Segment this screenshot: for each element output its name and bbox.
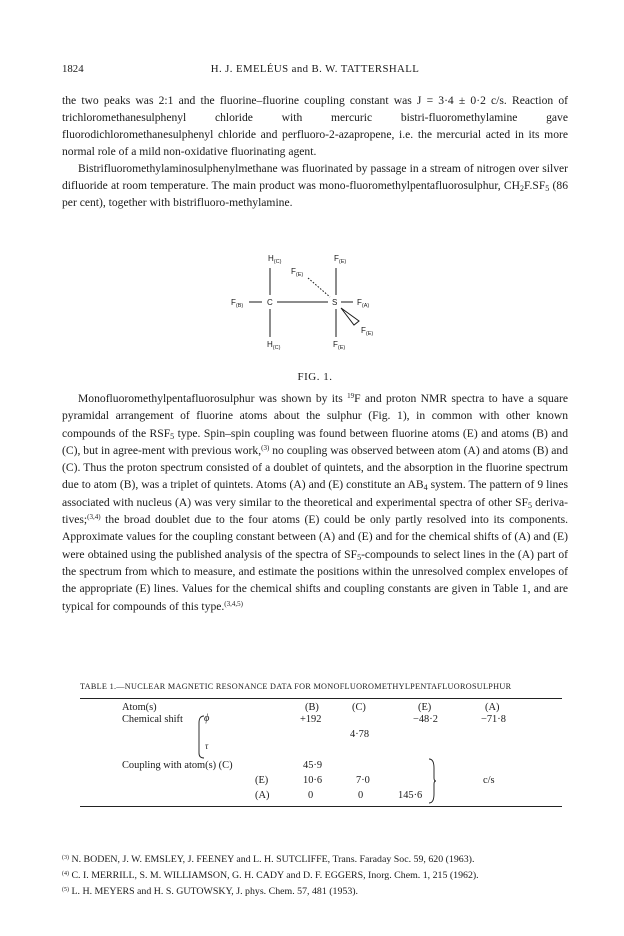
citation: (3,4,5) [224,599,243,608]
table-title: TABLE 1.—NUCLEAR MAGNETIC RESONANCE DATA FOR MONOFLUOROMETHYLPENTAFLUOROSULPHUR [80,682,512,691]
coupling-a-c: 0 [358,790,364,801]
figure-caption: FIG. 1. [297,371,333,383]
table-header-a: (A) [485,702,500,713]
shift-b-value: +192 [300,714,322,725]
shift-e-value: −48·2 [413,714,438,725]
coupling-brace [428,758,437,804]
page-number: 1824 [62,63,84,75]
coupling-e-c: 7·0 [356,775,370,786]
figure-1 [62,253,568,365]
table-header-b: (B) [305,702,319,713]
body-text-top [62,92,568,211]
atom-label-f-wedge: $F_{(E)}$ [361,326,374,337]
atom-label-c: C [267,298,273,307]
symbol-phi: ϕ [204,713,210,724]
table-header-atoms: Atom(s) [122,702,157,713]
reference-5: $^{(5)}$ L. H. MEYERS and H. S. GUTOWSKY, J. phys. Chem. 57, 481 (1953). [62,886,359,897]
row-label-a: (A) [255,790,270,801]
row-label-chemical-shift: Chemical shift [122,714,183,725]
table-header-e: (E) [418,702,432,713]
citation: (3) [261,443,270,452]
paragraph: the two peaks was 2:1 and the fluorine–fluorine coupling constant was J = 3·4 ± 0·2 c/s. Reaction of trichloromethanesulphenyl chloride with mercuric bistri-fluoromethylamine gave fluorodichloromethanesulphenyl chloride and perfluoro-2-azapropene, i.e. the mercurial acted in its more normal role of a mild non-oxidative fluorinating agent. [62,94,568,158]
table-rule-bottom [80,806,562,807]
coupling-a-b: 0 [308,790,314,801]
reference-3: $^{(3)}$ N. BODEN, J. W. EMSLEY, J. FEENEY and L. H. SUTCLIFFE, Trans. Faraday Soc. 59, 620 (1963). [62,854,475,865]
atom-label-s: S [332,298,338,307]
bond-s-f-inner-dashed [308,278,330,297]
atom-label-f-inner: $F_{(E)}$ [291,267,304,278]
coupling-c-b: 45·9 [303,760,323,771]
page-header [62,63,568,77]
structure-diagram [62,253,568,365]
references [62,851,568,899]
atom-label-h-bottom: $H_{(C)}$ [267,340,281,351]
shift-c-value: 4·78 [350,729,370,740]
coupling-a-e: 145·6 [398,790,423,801]
citation: (3,4) [87,513,101,522]
running-head: H. J. EMELÉUS and B. W. TATTERSHALL [210,63,420,75]
table-header-c: (C) [352,702,366,713]
row-label-coupling: Coupling with atom(s) (C) [122,760,233,771]
atom-label-h-top: $H_{(C)}$ [268,254,282,265]
atom-label-f-left: $F_{(B)}$ [231,298,244,309]
table-rule-top [80,698,562,699]
atom-label-f-right: $F_{(A)}$ [357,298,370,309]
atom-label-f-top: $F_{(E)}$ [334,254,347,265]
atom-label-f-bottom: $F_{(E)}$ [333,340,346,351]
symbol-tau: τ [205,741,209,751]
bond-s-f-wedge [341,308,359,325]
paragraph: Monofluoromethylpentafluorosulphur was shown by its $^{19}$F and proton NMR spectra to have a square pyramidal arrangement of fluorine atoms about the sulphur (Fig. 1), in common with other known compounds of the $RSF_5$ type. Spin–spin coupling was found between fluorine atoms (E) and atoms (B) and (C), but in agree-ment with previous work,$^{(3)}$ no coupling was observed between atom (A) and atoms (B) and (C). Thus the proton spectrum consisted of a doublet of quintets, and the absorption in the fluorine spectrum due to atom (B), was a triplet of quintets. Atoms (A) and (E) constitute an $AB_4$ system. The pattern of 9 lines associated with nucleus (A) was very similar to the theoretical and experimental spectra of other $SF_5$ deriva-tives;$^{(3,4)}$ the broad doublet due to the four atoms (E) could be only partly resolved into its components. Approximate values for the coupling constant between (A) and (E) and for the chemical shifts of (A) and (E) were obtained using the published analysis of the spectra of $SF_5$-compounds to select lines in the (A) part of the spectrum from which to measure, and estimate the positions within the unresolved complex envelopes of the appropriate (E) lines. Values for the chemical shifts and coupling constants are given in Table 1, and are typical for compounds of this type.$^{(3,4,5)}$ [62,392,569,613]
body-text-main [62,390,568,615]
row-label-e: (E) [255,775,269,786]
coupling-e-b: 10·6 [303,775,323,786]
shift-a-value: −71·8 [481,714,506,725]
reference-4: $^{(4)}$ C. I. MERRILL, S. M. WILLIAMSON, G. H. CADY and D. F. EGGERS, Inorg. Chem. 1, 215 (1962). [62,870,479,881]
coupling-unit: c/s [483,775,495,786]
paragraph: Bistrifluoromethylaminosulphenylmethane was fluorinated by passage in a stream of nitrogen over silver difluoride at room temperature. The main product was mono-fluoromethylpentafluorosulphur, $CH_2F.SF_5$ (86 per cent), together with bistrifluoro-methylamine. [62,162,568,209]
